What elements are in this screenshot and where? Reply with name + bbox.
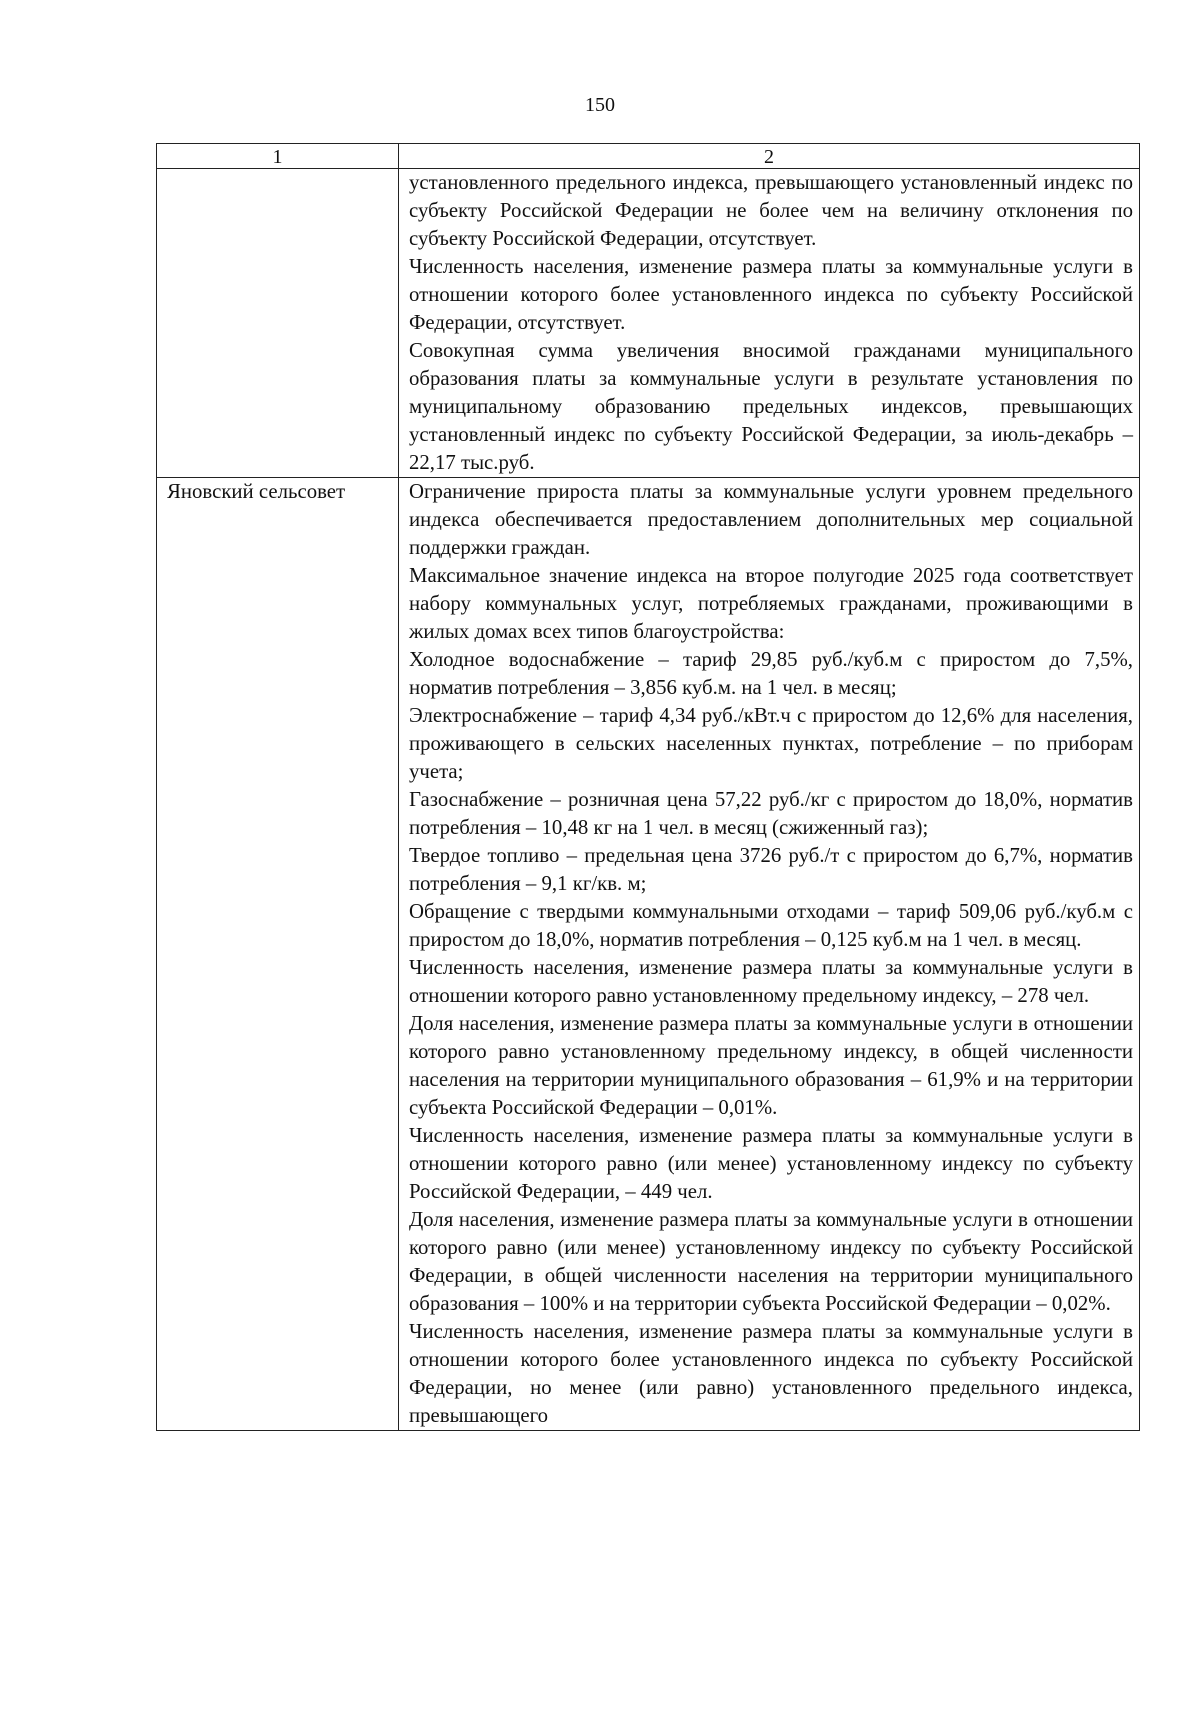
column-header: 1 [157, 144, 399, 169]
paragraph: Численность населения, изменение размера платы за коммунальные услуги в отношении которого равно (или менее) установленному индексу по субъекту Российской Федерации, – 449 чел. [409, 1124, 1133, 1203]
paragraph: Совокупная сумма увеличения вносимой гражданами муниципального образования платы за коммунальные услуги в результате установления по муниципальному образованию предельных индексов, превышающих установленный индекс по субъекту Российской Федерации, за июль-декабрь – 22,17 тыс.руб. [409, 339, 1133, 474]
paragraph: установленного предельного индекса, превышающего установленный индекс по субъекту Российской Федерации не более чем на величину отклонения по субъекту Российской Федерации, отсутствует. [409, 171, 1133, 250]
paragraph: Холодное водоснабжение – тариф 29,85 руб./куб.м с приростом до 7,5%, норматив потребления – 3,856 куб.м. на 1 чел. в месяц; [409, 648, 1133, 699]
paragraph: Ограничение прироста платы за коммунальные услуги уровнем предельного индекса обеспечивается предоставлением дополнительных мер социальной поддержки граждан. [409, 480, 1133, 559]
table-row [157, 478, 1140, 1431]
paragraph: Численность населения, изменение размера платы за коммунальные услуги в отношении которого более установленного индекса по субъекту Российской Федерации, отсутствует. [409, 255, 1133, 334]
paragraph: Доля населения, изменение размера платы за коммунальные услуги в отношении которого равно установленному предельному индексу, в общей численности населения на территории муниципального образования – 61,9% и на территории субъекта Российской Федерации – 0,01%. [409, 1012, 1133, 1119]
paragraph: Численность населения, изменение размера платы за коммунальные услуги в отношении которого более установленного индекса по субъекту Российской Федерации, но менее (или равно) установленного предельного индекса, превышающего [409, 1320, 1133, 1427]
table-header-row [157, 144, 1140, 169]
paragraph: Обращение с твердыми коммунальными отходами – тариф 509,06 руб./куб.м с приростом до 18,0%, норматив потребления – 0,125 куб.м на 1 чел. в месяц. [409, 900, 1133, 951]
paragraph: Электроснабжение – тариф 4,34 руб./кВт.ч с приростом до 12,6% для населения, проживающего в сельских населенных пунктах, потребление – по приборам учета; [409, 704, 1133, 783]
column-header: 2 [399, 144, 1140, 169]
page-number: 150 [585, 94, 615, 116]
description-cell [399, 478, 1140, 1431]
paragraph: Твердое топливо – предельная цена 3726 руб./т с приростом до 6,7%, норматив потребления – 9,1 кг/кв. м; [409, 844, 1133, 895]
description-cell [399, 169, 1140, 478]
municipality-name: Яновский сельсовет [157, 478, 399, 1431]
municipality-name [157, 169, 399, 478]
paragraph: Численность населения, изменение размера платы за коммунальные услуги в отношении которого равно установленному предельному индексу, – 278 чел. [409, 956, 1133, 1007]
paragraph: Максимальное значение индекса на второе полугодие 2025 года соответствует набору коммунальных услуг, потребляемых гражданами, проживающими в жилых домах всех типов благоустройства: [409, 564, 1133, 643]
table-row [157, 169, 1140, 478]
paragraph: Доля населения, изменение размера платы за коммунальные услуги в отношении которого равно (или менее) установленному индексу по субъекту Российской Федерации, в общей численности населения на территории муниципального образования – 100% и на территории субъекта Российской Федерации – 0,02%. [409, 1208, 1133, 1315]
paragraph: Газоснабжение – розничная цена 57,22 руб./кг с приростом до 18,0%, норматив потребления – 10,48 кг на 1 чел. в месяц (сжиженный газ); [409, 788, 1133, 839]
data-table [156, 143, 1140, 1431]
